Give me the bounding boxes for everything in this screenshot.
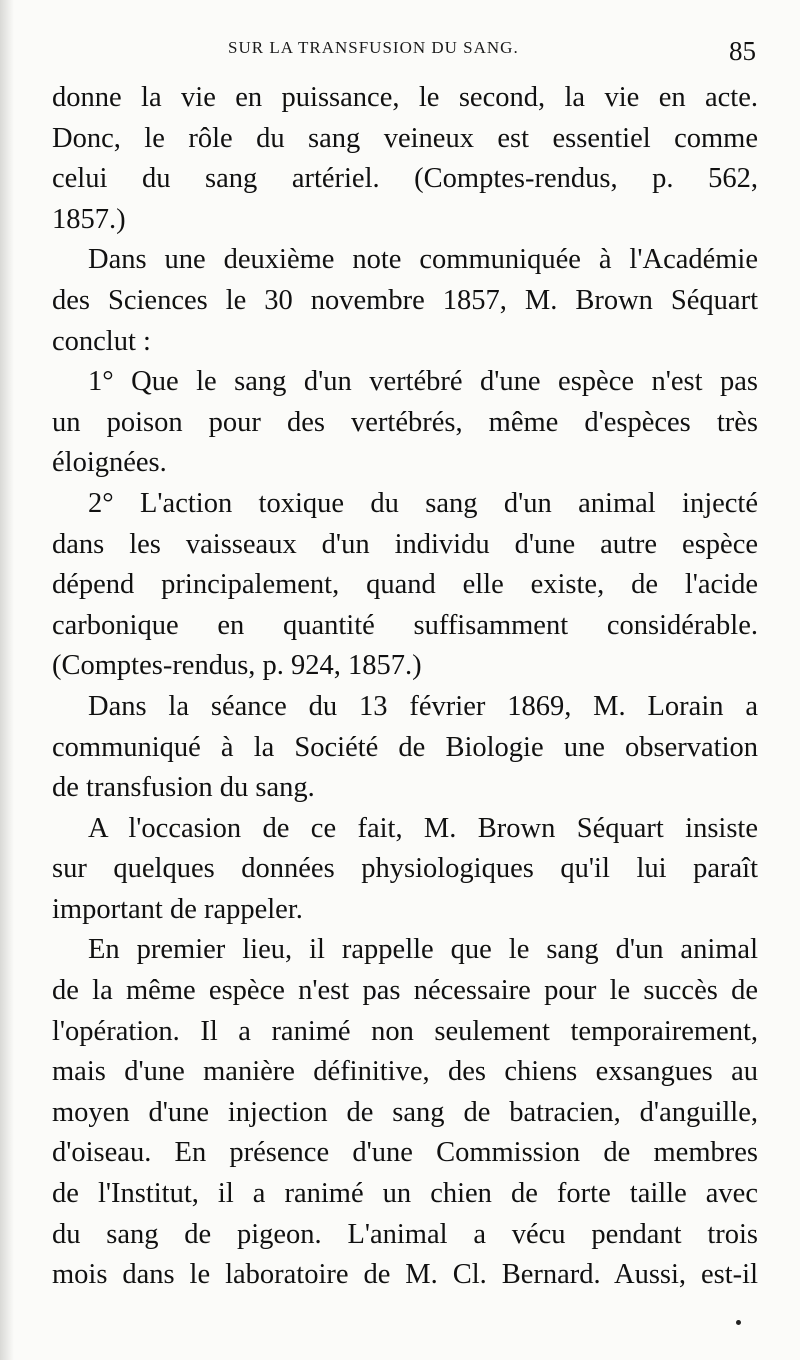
paragraph (52, 930, 758, 1295)
text-line: de transfusion du sang. (52, 772, 315, 804)
paragraph (52, 78, 758, 240)
text-line: carbonique en quantité suffisamment considérable. (52, 609, 758, 641)
running-title: SUR LA TRANSFUSION DU SANG. (228, 38, 519, 57)
page-header (0, 32, 800, 72)
text-line: dépend principalement, quand elle existe, de l'acide (52, 569, 758, 601)
text-line: A l'occasion de ce fait, M. Brown Séquart insiste (88, 812, 758, 844)
text-line: mais d'une manière définitive, des chiens exsangues au (52, 1056, 758, 1088)
text-line: 1857.) (52, 203, 126, 235)
ink-speck (736, 1320, 741, 1325)
paragraph (52, 362, 758, 484)
page-number: 85 (729, 36, 756, 66)
text-line: 2° L'action toxique du sang d'un animal injecté (88, 487, 758, 519)
text-line: Dans une deuxième note communiquée à l'Académie (88, 244, 758, 276)
paragraph (52, 240, 758, 362)
paragraph (52, 484, 758, 687)
text-line: moyen d'une injection de sang de batracien, d'anguille, (52, 1096, 758, 1128)
text-line: communiqué à la Société de Biologie une observation (52, 731, 758, 763)
text-line: celui du sang artériel. (Comptes-rendus, p. 562, (52, 163, 758, 195)
text-line: Dans la séance du 13 février 1869, M. Lorain a (88, 690, 758, 722)
text-line: En premier lieu, il rappelle que le sang d'un animal (88, 934, 758, 966)
text-line: de la même espèce n'est pas nécessaire pour le succès de (52, 975, 758, 1007)
body-text (52, 78, 758, 1296)
text-line: l'opération. Il a ranimé non seulement temporairement, (52, 1015, 758, 1047)
text-line: d'oiseau. En présence d'une Commission de membres (52, 1137, 758, 1169)
text-line: 1° Que le sang d'un vertébré d'une espèce n'est pas (88, 366, 758, 398)
text-line: donne la vie en puissance, le second, la vie en acte. (52, 82, 758, 113)
text-line: important de rappeler. (52, 893, 303, 925)
text-line: Donc, le rôle du sang veineux est essentiel comme (52, 122, 758, 154)
page-edge-shadow (0, 0, 14, 1360)
text-line: mois dans le laboratoire de M. Cl. Bernard. Aussi, est-il (52, 1259, 758, 1291)
paragraph (52, 687, 758, 809)
text-line: dans les vaisseaux d'un individu d'une autre espèce (52, 528, 758, 560)
paragraph (52, 809, 758, 931)
text-line: des Sciences le 30 novembre 1857, M. Brown Séquart (52, 284, 758, 316)
text-line: un poison pour des vertébrés, même d'espèces très (52, 406, 758, 438)
text-line: de l'Institut, il a ranimé un chien de forte taille avec (52, 1178, 758, 1210)
text-line: (Comptes-rendus, p. 924, 1857.) (52, 650, 422, 682)
text-line: du sang de pigeon. L'animal a vécu pendant trois (52, 1218, 758, 1250)
text-line: éloignées. (52, 447, 167, 479)
text-line: conclut : (52, 325, 151, 357)
text-line: sur quelques données physiologiques qu'il lui paraît (52, 853, 758, 885)
